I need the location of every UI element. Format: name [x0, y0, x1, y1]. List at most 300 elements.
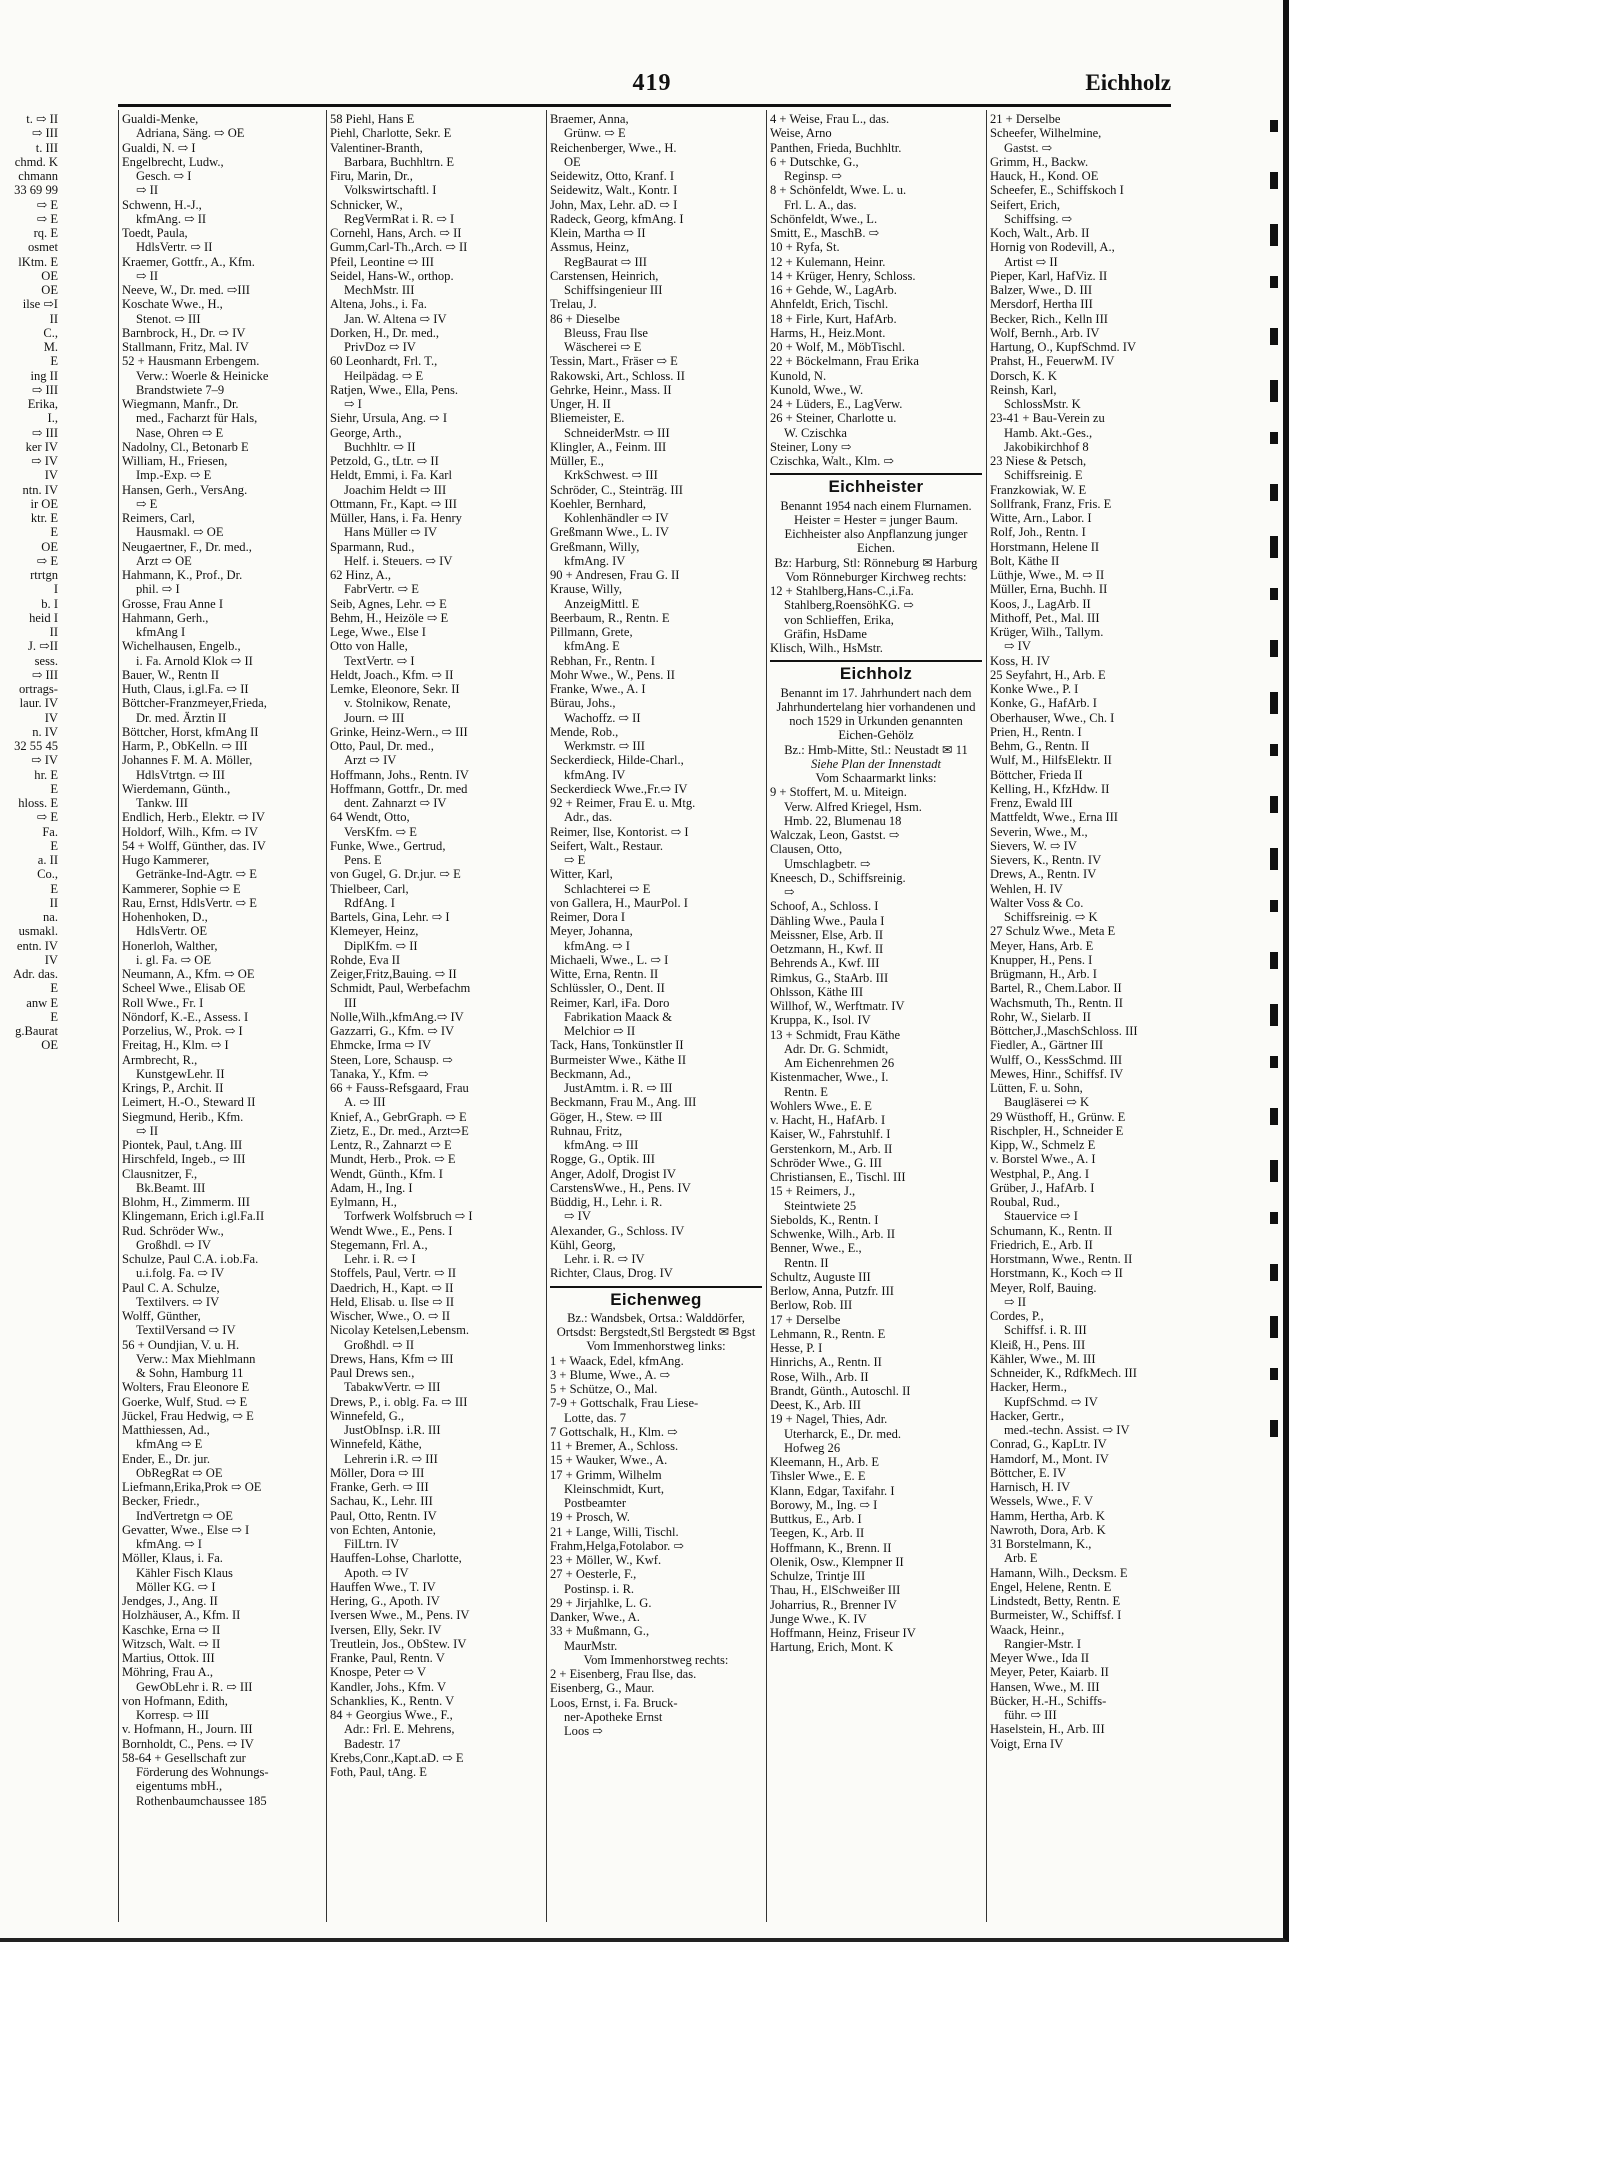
- directory-entry-line: hr. E: [34, 767, 58, 782]
- directory-entry-line: Böttcher, Horst, kfmAng II: [122, 724, 259, 739]
- directory-entry-line: Reichenberger, Wwe., H.: [550, 140, 677, 155]
- directory-entry-line: Krebs,Conr.,Kapt.aD. ⇨ E: [330, 1750, 464, 1765]
- directory-entry-line: Sparmann, Rud.,: [330, 539, 415, 554]
- directory-entry-line: Fiedler, A., Gärtner III: [990, 1038, 1104, 1053]
- directory-entry-line: 8 + Schönfeldt, Wwe. L. u.: [770, 183, 907, 198]
- directory-entry-line: Bauer, W., Rentn II: [122, 667, 220, 682]
- directory-entry-line: IV: [44, 952, 58, 967]
- directory-entry-line: Kleiß, H., Pens. III: [990, 1337, 1086, 1352]
- directory-entry-line: Mewes, Hinr., Schiffsf. IV: [990, 1066, 1124, 1081]
- directory-entry-line: Kistenmacher, Wwe., I.: [770, 1070, 889, 1085]
- directory-entry-line: E: [50, 1009, 58, 1024]
- directory-entry-line: 9 + Stoffert, M. u. Miteign.: [770, 785, 907, 800]
- directory-entry-line: 64 Wendt, Otto,: [330, 810, 410, 825]
- directory-entry-line: Verw.: Max Miehlmann: [136, 1351, 256, 1366]
- directory-entry-line: Liefmann,Erika,Prok ⇨ OE: [122, 1480, 262, 1494]
- directory-entry-line: 25 Seyfahrt, H., Arb. E: [990, 667, 1106, 682]
- directory-entry-line: Heldt, Joach., Kfm. ⇨ II: [330, 667, 454, 682]
- directory-entry-line: Tihsler Wwe., E. E: [770, 1469, 866, 1484]
- directory-entry-line: ktr. E: [30, 511, 58, 525]
- directory-entry-line: Kruppa, K., Isol. IV: [770, 1013, 871, 1028]
- directory-entry-line: 66 + Fauss-Refsgaard, Frau: [330, 1081, 469, 1095]
- left-page-fragment: [0, 112, 62, 1922]
- directory-entry-line: SchlossMstr. K: [1004, 397, 1081, 411]
- directory-entry-line: 27 Schulz Wwe., Meta E: [990, 924, 1116, 939]
- directory-entry-line: 54 + Wolff, Günther, das. IV: [122, 838, 266, 853]
- directory-entry-line: Toedt, Paula,: [122, 226, 188, 240]
- directory-entry-line: Stegemann, Frl. A.,: [330, 1237, 428, 1252]
- directory-entry-line: IndVertretgn ⇨ OE: [136, 1508, 233, 1523]
- directory-entry-line: Brügmann, H., Arb. I: [990, 967, 1097, 981]
- directory-entry-line: 58-64 + Gesellschaft zur: [122, 1750, 246, 1765]
- directory-entry-line: Knupper, H., Pens. I: [990, 952, 1093, 967]
- directory-entry-line: Hacker, Gertr.,: [990, 1408, 1065, 1423]
- directory-entry-line: phil. ⇨ I: [136, 582, 180, 597]
- directory-entry-line: 19 + Prosch, W.: [550, 1510, 630, 1525]
- directory-entry-line: Reinsh, Karl,: [990, 382, 1057, 397]
- directory-entry-line: Iversen, Elly, Sekr. IV: [330, 1622, 442, 1637]
- directory-entry-line: Tack, Hans, Tonkünstler II: [550, 1038, 684, 1053]
- directory-entry-line: Nicolay Ketelsen,Lebensm.: [330, 1323, 470, 1338]
- directory-entry-line: Krings, P., Archit. II: [122, 1081, 224, 1095]
- directory-entry-line: HdlsVtrtgn. ⇨ III: [136, 767, 225, 782]
- directory-entry-line: Winnefeld, G.,: [330, 1408, 405, 1423]
- directory-entry-line: Hamb. Akt.-Ges.,: [1004, 425, 1093, 440]
- directory-entry-line: Drews, P., i. oblg. Fa. ⇨ III: [330, 1394, 468, 1409]
- directory-entry-line: Grünw. ⇨ E: [564, 126, 626, 141]
- directory-entry-line: Rolf, Joh., Rentn. I: [990, 525, 1086, 540]
- directory-entry-line: Daedrich, H., Kapt. ⇨ II: [330, 1280, 454, 1295]
- directory-entry-line: Rangier-Mstr. I: [1004, 1636, 1082, 1651]
- directory-entry-line: I.,: [47, 411, 58, 426]
- directory-entry-line: Franke, Paul, Rentn. V: [330, 1651, 445, 1665]
- directory-entry-line: Wolf, Bernh., Arb. IV: [990, 325, 1100, 340]
- directory-entry-line: Ehmcke, Irma ⇨ IV: [330, 1038, 432, 1053]
- directory-entry-line: Schlüssler, O., Dent. II: [550, 981, 665, 996]
- directory-entry-line: 10 + Ryfa, St.: [770, 240, 840, 255]
- directory-entry-line: Konke, G., HafArb. I: [990, 696, 1097, 711]
- directory-entry-line: Altena, Johs., i. Fa.: [330, 297, 427, 312]
- directory-entry-line: Kohlenhändler ⇨ IV: [564, 511, 669, 525]
- directory-entry-line: Wessels, Wwe., F. V: [990, 1494, 1094, 1509]
- directory-entry-line: Schiffsreinig. E: [1004, 468, 1083, 483]
- directory-entry-line: Adr. Dr. G. Schmidt,: [784, 1041, 889, 1056]
- directory-entry-line: Ohlsson, Käthe III: [770, 984, 864, 999]
- directory-entry-line: 1 + Waack, Edel, kfmAng.: [550, 1353, 684, 1368]
- directory-entry-line: MechMstr. III: [344, 283, 415, 297]
- directory-entry-line: ⇨ III: [31, 425, 58, 440]
- directory-entry-line: William, H., Friesen,: [122, 454, 228, 468]
- directory-entry-line: chmann: [18, 169, 58, 183]
- directory-entry-line: Hoffmann, Gottfr., Dr. med: [330, 781, 468, 796]
- directory-entry-line: Hering, G., Apoth. IV: [330, 1594, 440, 1608]
- directory-entry-line: Dr. med. Ärztin II: [136, 710, 227, 725]
- directory-entry-line: Badestr. 17: [344, 1736, 401, 1751]
- directory-entry-line: Konke Wwe., P. I: [990, 682, 1079, 696]
- directory-entry-line: Wolff, Günther,: [122, 1309, 201, 1323]
- column-3: [550, 112, 762, 1922]
- directory-entry-line: Hoffmann, Heinz, Friseur IV: [770, 1626, 916, 1640]
- directory-entry-line: Paul Drews sen.,: [330, 1366, 415, 1380]
- directory-entry-line: Witter, Karl,: [550, 867, 613, 882]
- directory-entry-line: Baugläserei ⇨ K: [1004, 1095, 1090, 1110]
- directory-entry-line: Treutlein, Jos., ObStew. IV: [330, 1636, 467, 1651]
- page-number: 419: [632, 70, 672, 96]
- directory-entry-line: JustAmtm. i. R. ⇨ III: [564, 1081, 673, 1095]
- directory-entry-line: von Hofmann, Edith,: [122, 1693, 228, 1708]
- directory-entry-line: Schwenn, H.-J.,: [122, 197, 202, 212]
- directory-entry-line: Reimer, Karl, iFa. Doro: [550, 995, 670, 1010]
- directory-entry-line: Eylmann, H.,: [330, 1195, 397, 1209]
- directory-entry-line: 23 + Möller, W., Kwf.: [550, 1553, 662, 1567]
- directory-entry-line: Sievers, K., Rentn. IV: [990, 853, 1102, 867]
- directory-entry-line: ⇨ E: [36, 553, 58, 568]
- directory-entry-line: Adr. das.: [13, 967, 58, 981]
- running-head: Eichholz: [1085, 70, 1171, 95]
- directory-entry-line: OE: [41, 539, 58, 554]
- directory-entry-line: Jendges, J., Ang. II: [122, 1594, 218, 1608]
- directory-entry-line: 14 + Krüger, Henry, Schloss.: [770, 268, 916, 283]
- directory-entry-line: Stahlberg,RoensöhKG. ⇨: [784, 598, 914, 613]
- directory-entry-line: Mende, Rob.,: [550, 724, 619, 739]
- directory-entry-line: 33 + Mußmann, G.,: [550, 1624, 650, 1639]
- directory-entry-line: 92 + Reimer, Frau E. u. Mtg.: [550, 796, 696, 810]
- directory-entry-line: Dähling Wwe., Paula I: [770, 913, 885, 928]
- directory-entry-line: entn. IV: [16, 938, 58, 953]
- directory-entry-line: Grimm, H., Backw.: [990, 154, 1089, 169]
- directory-entry-line: Ruhnau, Fritz,: [550, 1123, 623, 1138]
- directory-entry-line: ⇨ IV: [564, 1209, 591, 1224]
- directory-entry-line: Wulf, M., HilfsElektr. II: [990, 753, 1112, 768]
- directory-entry-line: Hohenhoken, D.,: [122, 910, 208, 924]
- directory-entry-line: Balzer, Wwe., D. III: [990, 283, 1093, 297]
- directory-entry-line: Behm, G., Rentn. II: [990, 739, 1090, 753]
- directory-entry-line: Meyer Wwe., Ida II: [990, 1651, 1090, 1665]
- column-rule: [118, 110, 119, 1922]
- directory-entry-line: Steiner, Lony ⇨: [770, 439, 852, 454]
- directory-entry-line: Postinsp. i. R.: [564, 1581, 635, 1596]
- directory-entry-line: Walczak, Leon, Gastst. ⇨: [770, 828, 900, 842]
- directory-entry-line: Berlow, Rob. III: [770, 1298, 853, 1313]
- directory-entry-line: kfmAng. ⇨ I: [136, 1537, 202, 1551]
- directory-entry-line: Deest, K., Arb. III: [770, 1398, 861, 1412]
- directory-entry-line: Schneider, K., RdfkMech. III: [990, 1366, 1137, 1380]
- directory-entry-line: RdfAng. I: [344, 895, 395, 910]
- directory-entry-line: ⇨ IV: [31, 753, 58, 768]
- directory-entry-line: 11 + Bremer, A., Schloss.: [550, 1439, 679, 1453]
- directory-entry-line: 6 + Dutschke, G.,: [770, 154, 859, 169]
- directory-entry-line: OE: [41, 283, 58, 297]
- directory-entry-line: ⇨ III: [31, 126, 58, 141]
- directory-entry-line: Krüger, Wilh., Tallym.: [990, 625, 1104, 639]
- directory-entry-line: DiplKfm. ⇨ II: [344, 938, 418, 953]
- directory-entry-line: Ender, E., Dr. jur.: [122, 1451, 211, 1466]
- directory-entry-line: Bücker, H.-H., Schiffs-: [990, 1693, 1107, 1708]
- directory-entry-line: II: [49, 895, 58, 910]
- directory-entry-line: Hugo Kammerer,: [122, 853, 210, 867]
- directory-entry-line: Klann, Edgar, Taxifahr. I: [770, 1483, 895, 1498]
- directory-entry-line: ⇨ I: [344, 397, 362, 411]
- edge-mark: [1270, 952, 1278, 969]
- directory-entry-line: 12 + Kulemann, Heinr.: [770, 254, 886, 269]
- directory-entry-line: Holdorf, Wilh., Kfm. ⇨ IV: [122, 824, 258, 839]
- directory-entry-line: 3 + Blume, Wwe., A. ⇨: [550, 1367, 671, 1382]
- directory-entry-line: Willhof, W., Werftmatr. IV: [770, 999, 905, 1013]
- directory-entry-line: Lotte, das. 7: [564, 1410, 627, 1425]
- directory-entry-line: Bürau, Johs.,: [550, 696, 616, 711]
- directory-entry-line: Paul, Otto, Rentn. IV: [330, 1508, 437, 1523]
- directory-entry-line: Schnicker, W.,: [330, 197, 403, 212]
- directory-entry-line: eigentums mbH.,: [136, 1779, 223, 1794]
- directory-entry-line: Hahmann, K., Prof., Dr.: [122, 568, 243, 582]
- directory-entry-line: 33 69 99: [14, 183, 58, 198]
- directory-entry-line: TextVertr. ⇨ I: [344, 653, 415, 668]
- directory-entry-line: KrkSchwest. ⇨ III: [564, 468, 658, 483]
- directory-entry-line: Alexander, G., Schloss. IV: [550, 1223, 685, 1238]
- directory-entry-line: ⇨ III: [31, 382, 58, 397]
- section-entries: [770, 785, 982, 1654]
- directory-entry-line: ⇨: [784, 885, 795, 899]
- directory-entry-line: ⇨ E: [36, 211, 58, 226]
- directory-entry-line: Erika,: [27, 397, 58, 411]
- directory-entry-line: Uterharck, E., Dr. med.: [784, 1426, 902, 1441]
- directory-entry-line: Frahm,Helga,Fotolabor. ⇨: [550, 1538, 684, 1553]
- directory-entry-line: Witte, Arn., Labor. I: [990, 511, 1092, 525]
- directory-entry-line: Hahmann, Gerh.,: [122, 610, 209, 625]
- directory-entry-line: Johannes F. M. A. Möller,: [122, 753, 253, 768]
- directory-entry-line: Schulze, Paul C.A. i.ob.Fa.: [122, 1252, 259, 1266]
- directory-entry-line: 52 + Hausmann Erbengem.: [122, 354, 260, 369]
- directory-entry-line: Rischpler, H., Schneider E: [990, 1123, 1124, 1138]
- directory-entry-line: Joharrius, R., Brenner IV: [770, 1597, 897, 1612]
- directory-entry-line: Goerke, Wulf, Stud. ⇨ E: [122, 1394, 248, 1409]
- directory-entry-line: Mattfeldt, Wwe., Erna III: [990, 810, 1118, 825]
- directory-entry-line: rq. E: [33, 226, 58, 240]
- directory-entry-line: Neeve, W., Dr. med. ⇨III: [122, 283, 250, 297]
- directory-entry-line: Sachau, K., Lehr. III: [330, 1494, 433, 1509]
- directory-entry-line: Ratjen, Wwe., Ella, Pens.: [330, 382, 458, 397]
- directory-entry-line: Hinrichs, A., Rentn. II: [770, 1355, 882, 1370]
- directory-entry-line: Schröder, C., Steinträg. III: [550, 482, 683, 497]
- directory-entry-line: Kunold, N.: [770, 368, 827, 383]
- directory-entry-line: Tanaka, Y., Kfm. ⇨: [330, 1066, 429, 1081]
- directory-entry-line: 29 + Jirjahlke, L. G.: [550, 1595, 652, 1610]
- directory-entry-line: GewObLehr i. R. ⇨ III: [136, 1679, 253, 1694]
- directory-entry-line: Seidewitz, Walt., Kontr. I: [550, 183, 678, 198]
- column-3-entries: [550, 112, 762, 1281]
- directory-entry-line: Meyer, Peter, Kaiarb. II: [990, 1665, 1109, 1680]
- directory-entry-line: 12 + Stahlberg,Hans-C.,i.Fa.: [770, 584, 914, 598]
- directory-entry-line: Kunold, Wwe., W.: [770, 382, 864, 397]
- directory-entry-line: Seckerdieck Wwe.,Fr.⇨ IV: [550, 781, 688, 796]
- column-rule: [546, 110, 547, 1922]
- directory-entry-line: kfmAng. ⇨ I: [564, 938, 630, 953]
- directory-entry-line: Gesch. ⇨ I: [136, 169, 192, 183]
- column-2: [330, 112, 542, 1922]
- directory-entry-line: Horstmann, K., Koch ⇨ II: [990, 1266, 1123, 1281]
- directory-entry-line: MaurMstr.: [564, 1638, 618, 1653]
- directory-entry-line: OE: [41, 268, 58, 283]
- directory-entry-line: Jakobikirchhof 8: [1004, 439, 1089, 454]
- directory-entry-line: Kipp, W., Schmelz E: [990, 1138, 1096, 1152]
- directory-entry-line: kfmAng. IV: [564, 553, 626, 568]
- directory-entry-line: Wohlers Wwe., E. E: [770, 1098, 872, 1113]
- directory-entry-line: 56 + Oundjian, V. u. H.: [122, 1337, 240, 1352]
- directory-entry-line: Drews, A., Rentn. IV: [990, 867, 1097, 882]
- directory-entry-line: III: [344, 995, 357, 1010]
- directory-entry-line: 17 + Grimm, Wilhelm: [550, 1467, 662, 1482]
- directory-entry-line: ⇨ E: [36, 197, 58, 212]
- directory-entry-line: Hamm, Hertha, Arb. K: [990, 1508, 1105, 1523]
- directory-entry-line: Haselstein, H., Arb. III: [990, 1722, 1105, 1737]
- column-1: [122, 112, 322, 1922]
- directory-entry-line: Adr., das.: [564, 810, 613, 825]
- directory-entry-line: Hamann, Wilh., Decksm. E: [990, 1565, 1128, 1580]
- directory-entry-line: Stoffels, Paul, Vertr. ⇨ II: [330, 1266, 457, 1281]
- directory-entry-line: Göger, H., Stew. ⇨ III: [550, 1109, 663, 1124]
- directory-entry-line: Drews, Hans, Kfm ⇨ III: [330, 1351, 454, 1366]
- directory-entry-line: Verw.: Woerle & Heinicke: [136, 368, 269, 383]
- directory-entry-line: Zeiger,Fritz,Bauing. ⇨ II: [330, 967, 457, 981]
- directory-entry-line: Artist ⇨ II: [1004, 254, 1058, 269]
- directory-entry-line: Wendt Wwe., E., Pens. I: [330, 1223, 453, 1238]
- edge-mark: [1270, 224, 1278, 246]
- directory-entry-line: CarstensWwe., H., Pens. IV: [550, 1180, 691, 1195]
- directory-entry-line: ilse ⇨I: [22, 297, 58, 312]
- directory-entry-line: Bornholdt, C., Pens. ⇨ IV: [122, 1736, 254, 1751]
- directory-entry-line: Schiffsingenieur III: [564, 283, 663, 297]
- edge-mark: [1270, 796, 1278, 813]
- directory-entry-line: Klisch, Wilh., HsMstr.: [770, 641, 883, 655]
- directory-entry-line: 62 Hinz, A.,: [330, 568, 391, 582]
- directory-entry-line: Wäscherei ⇨ E: [564, 340, 642, 354]
- directory-entry-line: Arzt ⇨ IV: [344, 753, 397, 768]
- edge-mark: [1270, 588, 1278, 600]
- directory-entry-line: Grinke, Heinz-Wern., ⇨ III: [330, 724, 468, 739]
- directory-entry-line: 90 + Andresen, Frau G. II: [550, 568, 680, 582]
- directory-entry-line: II: [49, 311, 58, 326]
- directory-entry-line: Knospe, Peter ⇨ V: [330, 1665, 427, 1680]
- directory-entry-line: Koch, Walt., Arb. II: [990, 226, 1090, 240]
- section-sublink: Vom Rönneburger Kirchweg rechts:: [785, 569, 967, 584]
- directory-entry-line: Greßmann Wwe., L. IV: [550, 525, 669, 540]
- directory-entry-line: von Gugel, G. Dr.jur. ⇨ E: [330, 867, 461, 882]
- directory-entry-line: Schmidt, Paul, Werbefachm: [330, 981, 471, 996]
- directory-entry-line: Witzsch, Walt. ⇨ II: [122, 1636, 221, 1651]
- edge-mark: [1270, 484, 1278, 501]
- directory-entry-line: 22 + Böckelmann, Frau Erika: [770, 354, 919, 369]
- directory-entry-line: Klein, Martha ⇨ II: [550, 226, 646, 240]
- directory-entry-line: Witte, Erna, Rentn. II: [550, 967, 659, 981]
- directory-entry-line: Piehl, Charlotte, Sekr. E: [330, 126, 452, 141]
- directory-entry-line: 32 55 45: [14, 739, 58, 753]
- directory-entry-line: Valentiner-Branth,: [330, 140, 423, 155]
- directory-entry-line: Stallmann, Fritz, Mal. IV: [122, 340, 249, 354]
- edge-mark: [1270, 1004, 1278, 1026]
- directory-entry-line: Gumm,Carl-Th.,Arch. ⇨ II: [330, 240, 468, 255]
- directory-entry-line: Westphal, P., Ang. I: [990, 1166, 1090, 1181]
- directory-entry-line: Nöndorf, K.-E., Assess. I: [122, 1009, 249, 1024]
- directory-entry-line: M.: [43, 340, 58, 354]
- directory-entry-line: Kleinschmidt, Kurt,: [564, 1481, 665, 1496]
- directory-entry-line: laur. IV: [19, 696, 58, 711]
- directory-entry-line: Brandstwiete 7–9: [136, 382, 225, 397]
- directory-entry-line: Anger, Adolf, Drogist IV: [550, 1166, 676, 1181]
- directory-entry-line: I: [53, 582, 58, 597]
- directory-entry-line: Seidel, Hans-W., orthop.: [330, 268, 454, 283]
- directory-entry-line: Rud. Schröder Ww.,: [122, 1223, 224, 1238]
- directory-entry-line: Oberhauser, Wwe., Ch. I: [990, 710, 1115, 725]
- directory-entry-line: t. ⇨ II: [26, 112, 58, 126]
- directory-entry-line: Horstmann, Helene II: [990, 539, 1100, 554]
- directory-entry-line: Bleuss, Frau Ilse: [564, 325, 648, 340]
- directory-entry-line: Postbeamter: [564, 1496, 627, 1510]
- directory-entry-line: Otto von Halle,: [330, 639, 408, 654]
- directory-entry-line: 86 + Dieselbe: [550, 311, 620, 326]
- directory-entry-line: Wiegmann, Manfr., Dr.: [122, 397, 239, 411]
- directory-entry-line: ⇨ E: [564, 853, 586, 867]
- section-title-eichheister: Eichheister: [828, 477, 924, 497]
- directory-entry-line: Gualdi, N. ⇨ I: [122, 140, 196, 155]
- directory-entry-line: OE: [41, 1038, 58, 1053]
- directory-entry-line: Kaiser, W., Fahrstuhlf. I: [770, 1127, 891, 1142]
- directory-entry-line: kfmAng. E: [564, 639, 620, 654]
- edge-mark: [1270, 1056, 1278, 1068]
- directory-entry-line: ⇨ II: [1004, 1294, 1027, 1309]
- directory-entry-line: Ahnfeldt, Erich, Tischl.: [770, 297, 889, 312]
- directory-entry-line: Rentn. E: [784, 1084, 828, 1099]
- directory-entry-line: Seidewitz, Otto, Kranf. I: [550, 169, 675, 183]
- directory-entry-line: E: [50, 354, 58, 369]
- directory-entry-line: ⇨ II: [136, 268, 159, 283]
- directory-entry-line: Wachoffz. ⇨ II: [564, 710, 641, 725]
- directory-entry-line: Frenz, Ewald III: [990, 796, 1073, 810]
- directory-entry-line: Bartel, R., Chem.Labor. II: [990, 981, 1122, 996]
- directory-entry-line: Junge Wwe., K. IV: [770, 1611, 867, 1626]
- directory-entry-line: E: [50, 981, 58, 996]
- directory-entry-line: Lehrerin i.R. ⇨ III: [344, 1451, 438, 1466]
- directory-entry-line: Harnisch, H. IV: [990, 1480, 1071, 1494]
- directory-entry-line: ⇨ IV: [31, 454, 58, 468]
- directory-entry-line: ⇨ II: [136, 183, 159, 198]
- directory-entry-line: Christiansen, E., Tischl. III: [770, 1170, 906, 1184]
- directory-entry-line: E: [50, 525, 58, 540]
- column-4-entries: [770, 112, 982, 468]
- directory-entry-line: Beckmann, Ad.,: [550, 1066, 631, 1081]
- directory-entry-line: Zietz, E., Dr. med., Arzt⇨E: [330, 1123, 469, 1138]
- directory-entry-line: Jan. W. Altena ⇨ IV: [344, 311, 447, 326]
- directory-entry-line: Pieper, Karl, HafViz. II: [990, 268, 1108, 283]
- directory-entry-line: C.,: [43, 325, 58, 340]
- directory-entry-line: Franke, Gerh. ⇨ III: [330, 1480, 429, 1494]
- directory-entry-line: Kammerer, Sophie ⇨ E: [122, 881, 241, 896]
- directory-entry-line: Engel, Helene, Rentn. E: [990, 1579, 1112, 1594]
- directory-entry-line: ntn. IV: [22, 482, 58, 497]
- directory-entry-line: Rohde, Eva II: [330, 952, 401, 967]
- directory-entry-line: Czischka, Walt., Klm. ⇨: [770, 454, 894, 468]
- directory-entry-line: 23-41 + Bau-Verein zu: [990, 411, 1105, 426]
- section-rule: [550, 1286, 762, 1288]
- directory-entry-line: Pfeil, Leontine ⇨ III: [330, 254, 434, 269]
- directory-entry-line: anw E: [26, 995, 58, 1010]
- directory-entry-line: Hauffen Wwe., T. IV: [330, 1579, 436, 1594]
- directory-entry-line: Hauck, H., Kond. OE: [990, 169, 1099, 183]
- directory-entry-line: JustObInsp. i.R. III: [344, 1423, 441, 1437]
- directory-entry-line: Krause, Willy,: [550, 582, 622, 597]
- directory-entry-line: Bolt, Käthe II: [990, 553, 1060, 568]
- directory-entry-line: Gehrke, Heinr., Mass. II: [550, 382, 672, 397]
- directory-entry-line: i. gl. Fa. ⇨ OE: [136, 952, 211, 967]
